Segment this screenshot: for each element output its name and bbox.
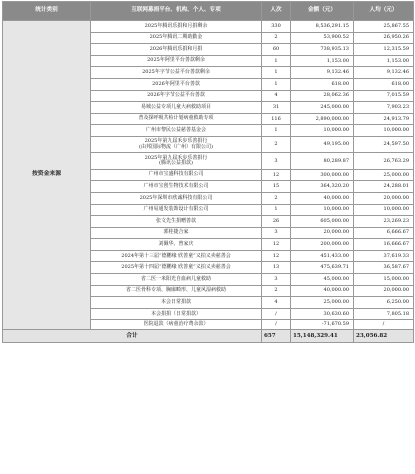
platform-name-line: 2025年腾讯二期助勤金 <box>149 34 203 41</box>
platform-cell <box>91 125 262 137</box>
platform-cell <box>91 136 262 152</box>
per-capita-cell: 24,288.01 <box>354 181 414 193</box>
total-amount: 15,148,329.41 <box>291 330 354 343</box>
platform-name-line: 2026年腾讯乐捐和月捐 <box>149 45 203 52</box>
per-capita-cell: 12,315.59 <box>354 44 414 56</box>
amount-cell: 1,153.00 <box>291 55 354 67</box>
amount-cell: 8,536,291.15 <box>291 21 354 33</box>
per-capita-cell: 6,250.00 <box>354 297 414 309</box>
amount-cell: 40,000.00 <box>291 192 354 204</box>
amount-cell: 49,195.00 <box>291 136 354 152</box>
per-capita-cell: 7,805.18 <box>354 308 414 320</box>
header-category: 统计类别 <box>3 2 91 21</box>
total-row <box>3 330 414 343</box>
count-cell: 13 <box>262 262 291 274</box>
amount-cell: 364,320.20 <box>291 181 354 193</box>
count-cell: 3 <box>262 153 291 169</box>
platform-name-line: 2026年字节公益平台善款 <box>147 92 205 99</box>
per-capita-cell: 25,000.00 <box>354 169 414 181</box>
platform-cell <box>91 297 262 309</box>
count-cell: / <box>262 320 291 330</box>
per-capita-cell: 618.00 <box>354 78 414 90</box>
platform-cell <box>91 102 262 114</box>
amount-cell: 10,000.00 <box>291 204 354 216</box>
amount-cell: 53,900.52 <box>291 32 354 44</box>
count-cell: 3 <box>262 227 291 239</box>
amount-cell: 45,000.00 <box>291 274 354 286</box>
platform-name-line: 广州市宝创生物技术有限公司 <box>143 182 209 189</box>
category-cell: 按资金来源 <box>3 21 91 330</box>
per-capita-cell: 10,000.00 <box>354 125 414 137</box>
count-cell: 1 <box>262 55 291 67</box>
platform-cell <box>91 44 262 56</box>
count-cell: 1 <box>262 204 291 216</box>
header-per-capita: 人均（元） <box>354 2 414 21</box>
amount-cell: -71,670.59 <box>291 320 354 330</box>
platform-name-line: 2025年腾讯乐捐和月捐剩余 <box>144 22 208 29</box>
count-cell: 116 <box>262 113 291 125</box>
platform-cell <box>91 285 262 297</box>
platform-name-line: 普及探呼吸共检计划病童救助专项 <box>138 115 214 122</box>
amount-cell: 300,000.00 <box>291 169 354 181</box>
platform-name-line: 省二医骨科专项、胸廓畸形、儿童风湿病救助 <box>125 287 226 294</box>
per-capita-cell: 26,950.26 <box>354 32 414 44</box>
per-capita-cell: 9,132.46 <box>354 67 414 79</box>
platform-name-line: 本会日常捐款 <box>160 298 191 305</box>
platform-cell <box>91 21 262 33</box>
per-capita-cell: 24,913.79 <box>354 113 414 125</box>
platform-name-line: 2024年第十三届“德鹏缘 欣善童”义拍义卖慈善会 <box>121 252 231 259</box>
platform-name-line: (腾讯公益捐款) <box>159 160 193 167</box>
amount-cell: 475,639.71 <box>291 262 354 274</box>
platform-cell <box>91 239 262 251</box>
amount-cell: 40,000.00 <box>291 285 354 297</box>
platform-cell <box>91 78 262 90</box>
platform-cell <box>91 55 262 67</box>
count-cell: 1 <box>262 78 291 90</box>
header-platform: 互联网募捐平台、机构、个人、专项 <box>91 2 262 21</box>
count-cell: 330 <box>262 21 291 33</box>
platform-cell <box>91 153 262 169</box>
platform-name-line: (由邦国际物流（广州）有限公司) <box>139 143 213 150</box>
platform-name-line: 刘佩华、曾家庆 <box>158 240 194 247</box>
platform-name-line: 郭桂捷合家 <box>163 229 189 236</box>
amount-cell: 20,000.00 <box>291 227 354 239</box>
per-capita-cell: 37,619.33 <box>354 250 414 262</box>
count-cell: 12 <box>262 169 291 181</box>
amount-cell: 738,935.13 <box>291 44 354 56</box>
platform-cell <box>91 90 262 102</box>
amount-cell: 9,132.46 <box>291 67 354 79</box>
donation-statistics-table <box>2 1 414 343</box>
platform-cell <box>91 216 262 228</box>
count-cell: 12 <box>262 239 291 251</box>
count-cell: 4 <box>262 90 291 102</box>
per-capita-cell: 7,903.23 <box>354 102 414 114</box>
per-capita-cell: 20,000.00 <box>354 192 414 204</box>
count-cell: 12 <box>262 250 291 262</box>
per-capita-cell: 15,000.00 <box>354 274 414 286</box>
total-label: 合计 <box>3 330 262 343</box>
platform-name-line: 2025年第九届禾步乐善捐行 <box>144 138 208 145</box>
per-capita-cell: 7,015.59 <box>354 90 414 102</box>
platform-cell <box>91 204 262 216</box>
header-amount: 金额（元） <box>291 2 354 21</box>
platform-cell <box>91 192 262 204</box>
total-per-capita: 23,056.82 <box>354 330 414 343</box>
amount-cell: 245,000.00 <box>291 102 354 114</box>
count-cell: 2 <box>262 285 291 297</box>
per-capita-cell: 16,666.67 <box>354 239 414 251</box>
platform-name-line: 本会捐捐（日常捐款） <box>150 310 201 317</box>
platform-cell <box>91 181 262 193</box>
count-cell: 60 <box>262 44 291 56</box>
platform-name-line: 张文先生捐赠善款 <box>155 217 196 224</box>
per-capita-cell: 24,597.50 <box>354 136 414 152</box>
platform-cell <box>91 250 262 262</box>
amount-cell: 10,000.00 <box>291 125 354 137</box>
header-count: 人次 <box>262 2 291 21</box>
per-capita-cell: 23,269.23 <box>354 216 414 228</box>
amount-cell: 28,062.36 <box>291 90 354 102</box>
platform-cell <box>91 227 262 239</box>
platform-cell <box>91 32 262 44</box>
platform-name-line: 易城公益专项儿童大病救助项目 <box>140 103 211 110</box>
platform-name-line: 2025年第九届禾步乐善捐行 <box>144 154 208 161</box>
count-cell: / <box>262 308 291 320</box>
amount-cell: 618.00 <box>291 78 354 90</box>
count-cell: 2 <box>262 32 291 44</box>
platform-cell <box>91 274 262 286</box>
per-capita-cell: 36,587.67 <box>354 262 414 274</box>
amount-cell: 25,000.00 <box>291 297 354 309</box>
per-capita-cell: 10,000.00 <box>354 204 414 216</box>
count-cell: 1 <box>262 125 291 137</box>
platform-name-line: 广州易通发装饰设计有限公司 <box>143 206 209 213</box>
platform-name-line: 2025年深圳市欣诚科技有限公司 <box>139 194 213 201</box>
per-capita-cell: 1,153.00 <box>354 55 414 67</box>
per-capita-cell: / <box>354 320 414 330</box>
count-cell: 3 <box>262 274 291 286</box>
platform-cell <box>91 169 262 181</box>
count-cell: 4 <box>262 297 291 309</box>
amount-cell: 80,289.87 <box>291 153 354 169</box>
per-capita-cell: 26,763.29 <box>354 153 414 169</box>
amount-cell: 200,000.00 <box>291 239 354 251</box>
table-header-row <box>3 2 414 21</box>
count-cell: 26 <box>262 216 291 228</box>
platform-cell <box>91 262 262 274</box>
per-capita-cell: 6,666.67 <box>354 227 414 239</box>
platform-name-line: 2025年第十四届“德鹏缘 欣善童”义拍义卖慈善会 <box>121 264 231 271</box>
amount-cell: 2,890,000.00 <box>291 113 354 125</box>
total-count: 657 <box>262 330 291 343</box>
platform-name-line: 医院退款（病童治疗费余款） <box>143 321 209 328</box>
platform-name-line: 2025年阿里平台善款剩余 <box>147 57 205 64</box>
platform-name-line: 省二医一米阳光自血病儿童救助 <box>140 275 211 282</box>
platform-cell <box>91 67 262 79</box>
platform-name-line: 广州市黎民公益慈善基金会 <box>145 127 206 134</box>
platform-cell <box>91 308 262 320</box>
count-cell: 31 <box>262 102 291 114</box>
count-cell: 2 <box>262 136 291 152</box>
platform-name-line: 广州市宝盛科技有限公司 <box>148 171 204 178</box>
count-cell: 15 <box>262 181 291 193</box>
platform-name-line: 2025年字节公益平台善款剩余 <box>142 69 210 76</box>
platform-cell <box>91 320 262 330</box>
amount-cell: 30,630.60 <box>291 308 354 320</box>
count-cell: 1 <box>262 67 291 79</box>
platform-cell <box>91 113 262 125</box>
per-capita-cell: 20,000.00 <box>354 285 414 297</box>
amount-cell: 451,433.00 <box>291 250 354 262</box>
count-cell: 2 <box>262 192 291 204</box>
platform-name-line: 2026年阿里平台善款 <box>152 80 200 87</box>
table-row <box>3 21 414 33</box>
amount-cell: 605,000.00 <box>291 216 354 228</box>
per-capita-cell: 25,867.55 <box>354 21 414 33</box>
